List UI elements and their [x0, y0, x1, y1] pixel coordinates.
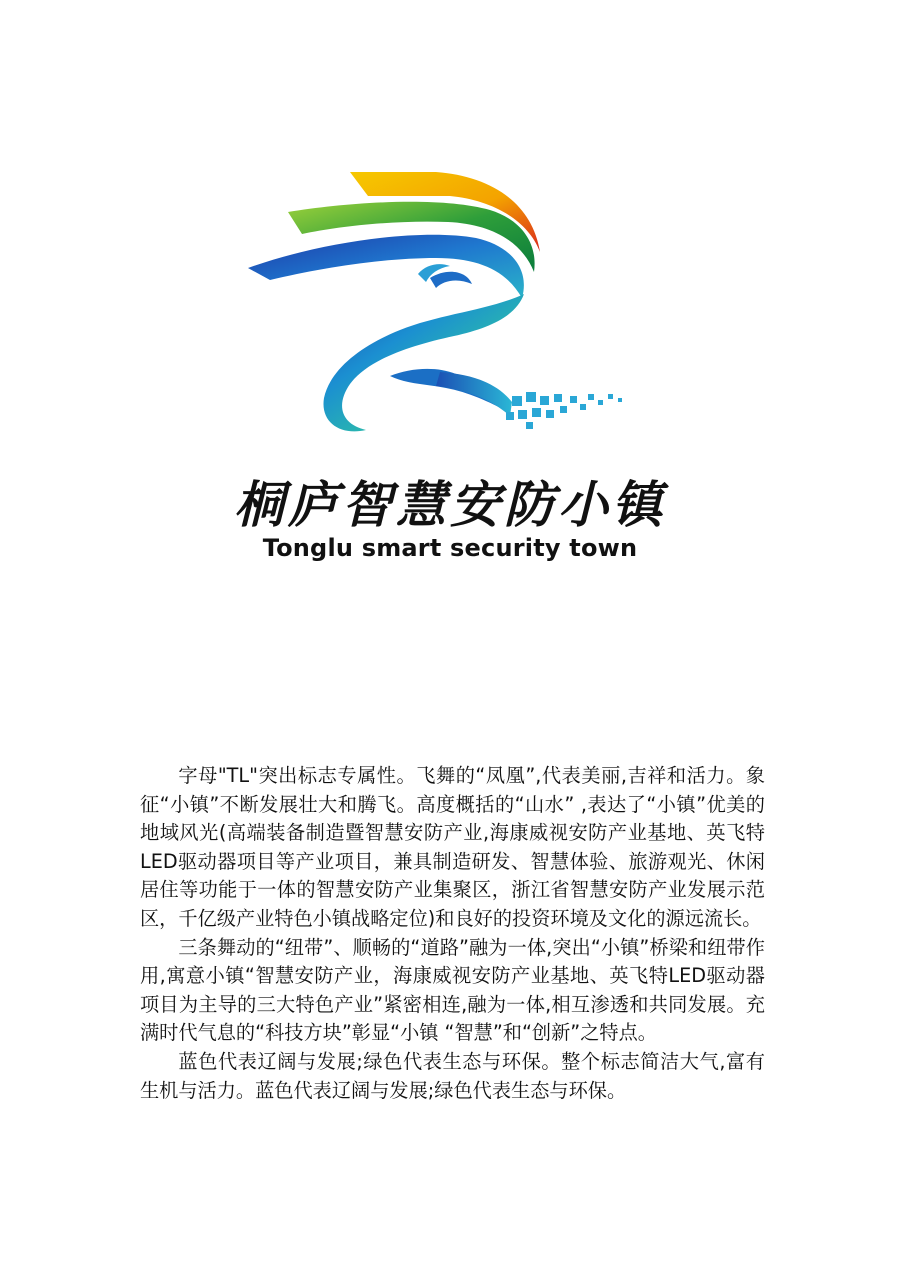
description-paragraph: 蓝色代表辽阔与发展;绿色代表生态与环保。整个标志简洁大气,富有生机与活力。蓝色代表辽阔与发展;绿色代表生态与环保。 [140, 1049, 765, 1102]
phoenix-ribbon-icon [240, 160, 640, 450]
logo-title-cn-text: 桐庐智慧安防小镇 [234, 475, 666, 534]
description-paragraph: 字母"TL"突出标志专属性。飞舞的“凤凰”,代表美丽,吉祥和活力。象征“小镇”不断发展壮大和腾飞。高度概括的“山水” ,表达了“小镇”优美的地域风光(高端装备制造暨智慧安防产业,海康威视安防产业基地、英飞特LED驱动器项目等产业项目，兼具制造研发、智慧体验、旅游观光、休闲居住等功能于一体的智慧安防产业集聚区，浙江省智慧安防产业发展示范区，千亿级产业特色小镇战略定位)和良好的投资环境及文化的源远流长。 [140, 764, 765, 930]
description-paragraph: 三条舞动的“纽带”、顺畅的“道路”融为一体,突出“小镇”桥梁和纽带作用,寓意小镇“智慧安防产业，海康威视安防产业基地、英飞特LED驱动器项目为主导的三大特色产业”紧密相连,融为一体,相互渗透和共同发展。充满时代气息的“科技方块”彰显“小镇 “智慧”和“创新”之特点。 [140, 935, 765, 1045]
logo-emblem [240, 160, 640, 450]
description-body [140, 762, 765, 1105]
logo-title-cn [180, 462, 720, 542]
logo-title-en: Tonglu smart security town [262, 534, 638, 562]
